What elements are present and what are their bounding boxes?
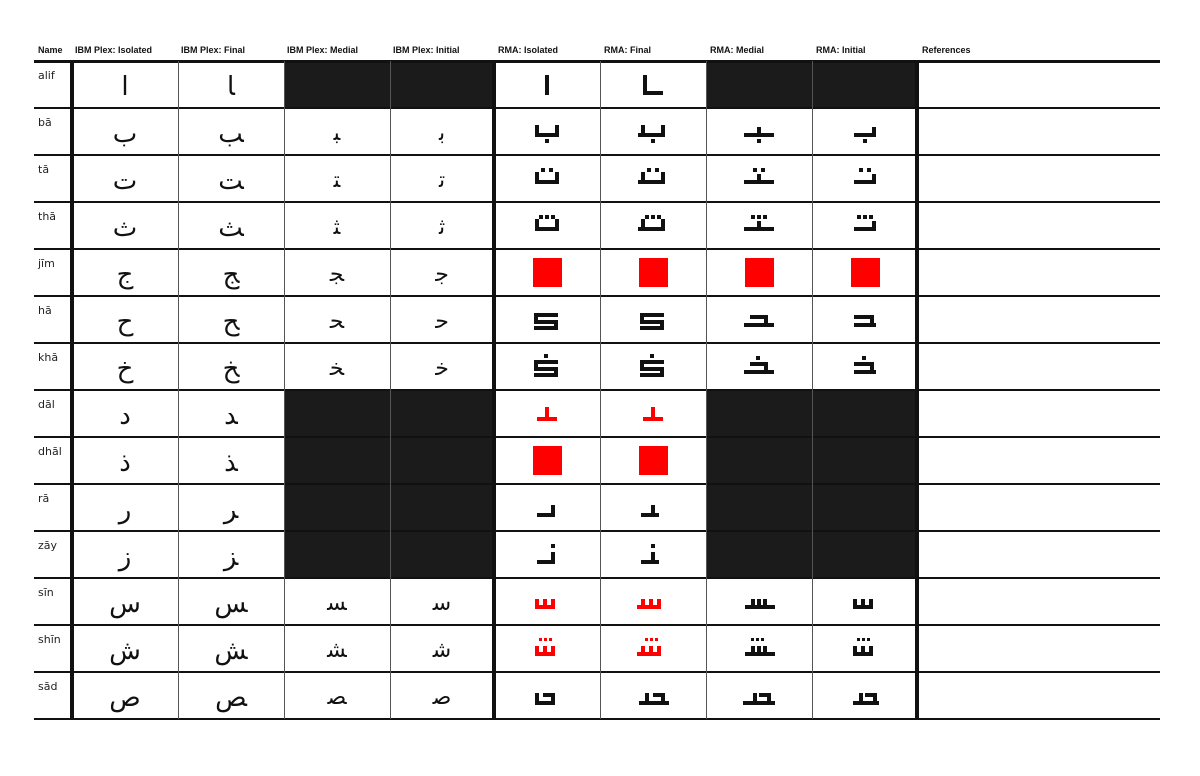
plex-final-tha bbox=[178, 202, 284, 249]
plex-glyph-final-zay: ﺰ bbox=[223, 541, 239, 572]
rma-glyph-isolated-shin bbox=[494, 625, 600, 672]
rma-glyph-final-jim bbox=[600, 249, 706, 296]
rma-glyph-isolated-ra bbox=[494, 484, 600, 531]
row-name: rā bbox=[38, 492, 50, 505]
plex-glyph-medial-kha: ﺨ bbox=[329, 355, 345, 381]
plex-glyph-final-kha: ﺦ bbox=[222, 353, 240, 384]
plex-final-shin bbox=[178, 625, 284, 672]
rma-glyph-final-ta bbox=[600, 155, 706, 202]
rma-glyph-isolated-zay bbox=[494, 531, 600, 578]
rma-glyph-initial-sin bbox=[812, 578, 918, 625]
row-name: thā bbox=[38, 210, 57, 223]
plex-initial-ba bbox=[390, 108, 494, 155]
plex-medial-sin bbox=[284, 578, 390, 625]
rma-glyph-isolated-ha bbox=[494, 296, 600, 343]
plex-isolated-tha bbox=[72, 202, 178, 249]
row-name: bā bbox=[38, 116, 52, 129]
plex-glyph-initial-ha: ﺣ bbox=[435, 308, 449, 334]
rma-glyph-initial-shin bbox=[812, 625, 918, 672]
plex-isolated-zay bbox=[72, 531, 178, 578]
plex-glyph-final-alif: ﺎ bbox=[227, 71, 235, 102]
rma-glyph-isolated-kha bbox=[494, 343, 600, 390]
plex-glyph-initial-shin: ﺷ bbox=[432, 637, 452, 663]
plex-glyph-initial-kha: ﺧ bbox=[435, 355, 449, 381]
row-name: sād bbox=[38, 680, 58, 693]
plex-glyph-final-ha: ﺢ bbox=[222, 306, 240, 337]
plex-isolated-sad bbox=[72, 672, 178, 719]
plex-glyph-isolated-ba: ب bbox=[112, 118, 138, 149]
plex-glyph-final-sad: ﺺ bbox=[215, 682, 247, 713]
plex-final-dhal bbox=[178, 437, 284, 484]
plex-medial-ba bbox=[284, 108, 390, 155]
rma-glyph-medial-ha bbox=[706, 296, 812, 343]
rma-glyph-isolated-sad bbox=[494, 672, 600, 719]
rma-glyph-final-dhal bbox=[600, 437, 706, 484]
rma-glyph-medial-tha bbox=[706, 202, 812, 249]
plex-final-jim bbox=[178, 249, 284, 296]
rma-glyph-medial-ba bbox=[706, 108, 812, 155]
header-plex-medial: IBM Plex: Medial bbox=[287, 45, 359, 55]
rma-glyph-initial-jim bbox=[812, 249, 918, 296]
plex-final-zay bbox=[178, 531, 284, 578]
row-name: alif bbox=[38, 69, 55, 82]
rma-glyph-final-tha bbox=[600, 202, 706, 249]
plex-initial-ta bbox=[390, 155, 494, 202]
plex-final-ha bbox=[178, 296, 284, 343]
plex-initial-shin bbox=[390, 625, 494, 672]
plex-glyph-isolated-kha: خ bbox=[116, 353, 134, 384]
header-name: Name bbox=[38, 45, 63, 55]
plex-glyph-isolated-shin: ش bbox=[109, 635, 141, 666]
plex-glyph-final-ta: ﺖ bbox=[218, 165, 244, 196]
plex-glyph-isolated-tha: ث bbox=[112, 212, 138, 243]
rma-glyph-initial-tha bbox=[812, 202, 918, 249]
rma-glyph-final-kha bbox=[600, 343, 706, 390]
plex-glyph-isolated-ha: ح bbox=[116, 306, 134, 337]
rma-glyph-initial-ba bbox=[812, 108, 918, 155]
plex-final-sad bbox=[178, 672, 284, 719]
plex-glyph-medial-ta: ﺘ bbox=[333, 167, 341, 193]
rma-glyph-final-zay bbox=[600, 531, 706, 578]
plex-isolated-kha bbox=[72, 343, 178, 390]
plex-isolated-ta bbox=[72, 155, 178, 202]
plex-glyph-medial-shin: ﺸ bbox=[327, 637, 347, 663]
rma-glyph-isolated-ba bbox=[494, 108, 600, 155]
plex-glyph-initial-ba: ﺑ bbox=[438, 120, 446, 146]
plex-final-ra bbox=[178, 484, 284, 531]
rma-glyph-isolated-dhal bbox=[494, 437, 600, 484]
plex-initial-tha bbox=[390, 202, 494, 249]
rma-glyph-medial-sad bbox=[706, 672, 812, 719]
rma-glyph-initial-ta bbox=[812, 155, 918, 202]
plex-isolated-shin bbox=[72, 625, 178, 672]
header-plex-final: IBM Plex: Final bbox=[181, 45, 246, 55]
plex-medial-jim bbox=[284, 249, 390, 296]
plex-glyph-medial-sad: ﺼ bbox=[327, 684, 347, 710]
plex-glyph-final-jim: ﺞ bbox=[222, 259, 240, 290]
row-name: jīm bbox=[38, 257, 55, 270]
plex-initial-sin bbox=[390, 578, 494, 625]
rma-glyph-final-dal bbox=[600, 390, 706, 437]
plex-medial-tha bbox=[284, 202, 390, 249]
plex-glyph-isolated-ra: ر bbox=[118, 494, 132, 525]
row-name: sīn bbox=[38, 586, 54, 599]
plex-initial-jim bbox=[390, 249, 494, 296]
plex-final-sin bbox=[178, 578, 284, 625]
rma-glyph-final-ha bbox=[600, 296, 706, 343]
plex-glyph-final-ra: ﺮ bbox=[223, 494, 239, 525]
plex-glyph-isolated-dal: د bbox=[119, 400, 131, 431]
plex-final-alif bbox=[178, 61, 284, 108]
rma-glyph-final-ba bbox=[600, 108, 706, 155]
plex-glyph-final-ba: ﺐ bbox=[218, 118, 244, 149]
plex-final-ta bbox=[178, 155, 284, 202]
row-name: zāy bbox=[38, 539, 58, 552]
header-rma-final: RMA: Final bbox=[604, 45, 651, 55]
plex-final-dal bbox=[178, 390, 284, 437]
plex-glyph-isolated-sin: س bbox=[109, 588, 141, 619]
plex-glyph-initial-sin: ﺳ bbox=[432, 590, 452, 616]
plex-medial-kha bbox=[284, 343, 390, 390]
plex-glyph-isolated-zay: ز bbox=[118, 541, 132, 572]
plex-glyph-final-shin: ﺶ bbox=[214, 635, 248, 666]
rma-glyph-isolated-dal bbox=[494, 390, 600, 437]
plex-medial-ta bbox=[284, 155, 390, 202]
plex-final-ba bbox=[178, 108, 284, 155]
plex-isolated-ra bbox=[72, 484, 178, 531]
rma-glyph-final-ra bbox=[600, 484, 706, 531]
rma-glyph-isolated-alif bbox=[494, 61, 600, 108]
plex-glyph-isolated-dhal: ذ bbox=[119, 447, 131, 478]
plex-glyph-isolated-sad: ص bbox=[109, 682, 141, 713]
rma-glyph-isolated-jim bbox=[494, 249, 600, 296]
row-name: tā bbox=[38, 163, 50, 176]
rma-glyph-medial-kha bbox=[706, 343, 812, 390]
row-name: shīn bbox=[38, 633, 61, 646]
plex-glyph-final-sin: ﺲ bbox=[214, 588, 248, 619]
header-plex-initial: IBM Plex: Initial bbox=[393, 45, 460, 55]
rma-glyph-final-alif bbox=[600, 61, 706, 108]
plex-medial-sad bbox=[284, 672, 390, 719]
plex-isolated-ba bbox=[72, 108, 178, 155]
plex-glyph-isolated-ta: ت bbox=[112, 165, 138, 196]
plex-isolated-alif bbox=[72, 61, 178, 108]
rma-glyph-medial-shin bbox=[706, 625, 812, 672]
header-rma-medial: RMA: Medial bbox=[710, 45, 764, 55]
rma-glyph-medial-ta bbox=[706, 155, 812, 202]
plex-medial-ha bbox=[284, 296, 390, 343]
plex-glyph-final-dal: ﺪ bbox=[224, 400, 238, 431]
plex-initial-ha bbox=[390, 296, 494, 343]
plex-initial-sad bbox=[390, 672, 494, 719]
plex-glyph-final-tha: ﺚ bbox=[218, 212, 244, 243]
plex-isolated-ha bbox=[72, 296, 178, 343]
header-plex-isolated: IBM Plex: Isolated bbox=[75, 45, 153, 55]
plex-glyph-initial-jim: ﺟ bbox=[435, 261, 449, 287]
row-name: dhāl bbox=[38, 445, 62, 458]
plex-glyph-medial-jim: ﺠ bbox=[329, 261, 345, 287]
header-references: References bbox=[922, 45, 971, 55]
header-rma-isolated: RMA: Isolated bbox=[498, 45, 559, 55]
plex-glyph-initial-sad: ﺻ bbox=[432, 684, 452, 710]
plex-glyph-medial-sin: ﺴ bbox=[327, 590, 347, 616]
rma-glyph-final-sad bbox=[600, 672, 706, 719]
header-rma-initial: RMA: Initial bbox=[816, 45, 866, 55]
rma-glyph-initial-ha bbox=[812, 296, 918, 343]
rma-glyph-isolated-tha bbox=[494, 202, 600, 249]
row-name: hā bbox=[38, 304, 52, 317]
row-name: khā bbox=[38, 351, 59, 364]
rma-glyph-final-sin bbox=[600, 578, 706, 625]
empty-form-block bbox=[284, 61, 494, 108]
rma-glyph-isolated-ta bbox=[494, 155, 600, 202]
plex-initial-kha bbox=[390, 343, 494, 390]
plex-isolated-dhal bbox=[72, 437, 178, 484]
plex-isolated-jim bbox=[72, 249, 178, 296]
rma-glyph-final-shin bbox=[600, 625, 706, 672]
plex-medial-shin bbox=[284, 625, 390, 672]
plex-glyph-medial-tha: ﺜ bbox=[333, 214, 341, 240]
plex-glyph-medial-ba: ﺒ bbox=[333, 120, 341, 146]
plex-glyph-isolated-alif: ا bbox=[121, 71, 129, 102]
rma-glyph-medial-sin bbox=[706, 578, 812, 625]
plex-glyph-isolated-jim: ج bbox=[116, 259, 134, 290]
plex-final-kha bbox=[178, 343, 284, 390]
rma-glyph-medial-jim bbox=[706, 249, 812, 296]
plex-isolated-dal bbox=[72, 390, 178, 437]
plex-isolated-sin bbox=[72, 578, 178, 625]
plex-glyph-final-dhal: ﺬ bbox=[224, 447, 238, 478]
plex-glyph-initial-tha: ﺛ bbox=[438, 214, 446, 240]
plex-glyph-medial-ha: ﺤ bbox=[329, 308, 345, 334]
rma-glyph-initial-sad bbox=[812, 672, 918, 719]
rma-glyph-isolated-sin bbox=[494, 578, 600, 625]
plex-glyph-initial-ta: ﺗ bbox=[438, 167, 446, 193]
rma-glyph-initial-kha bbox=[812, 343, 918, 390]
row-name: dāl bbox=[38, 398, 55, 411]
